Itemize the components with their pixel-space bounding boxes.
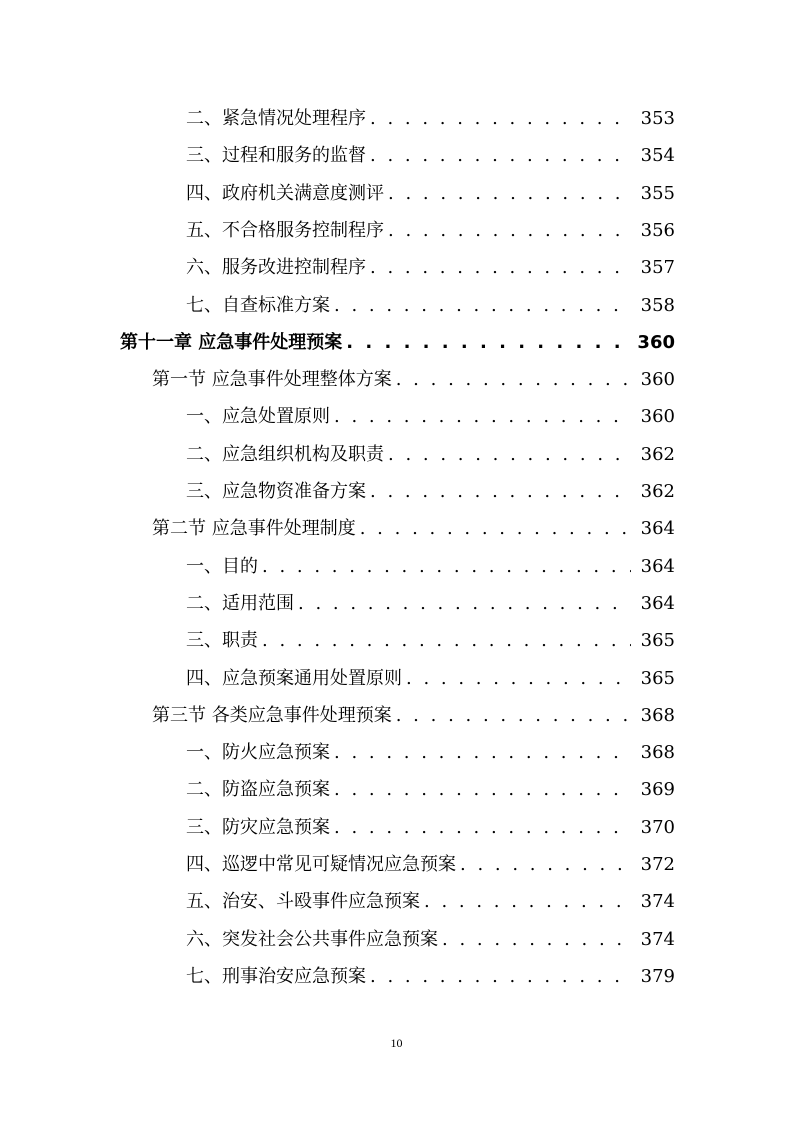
toc-entry[interactable] (186, 175, 675, 212)
toc-entry-title: 三、职责 (186, 630, 258, 652)
toc-entry[interactable] (186, 249, 675, 286)
toc-entry-page: 379 (640, 965, 675, 987)
toc-leader-dots (334, 809, 631, 846)
toc-entry-page: 354 (640, 145, 675, 167)
toc-entry-page: 364 (640, 592, 675, 614)
toc-entry-title: 三、应急物资准备方案 (186, 481, 366, 502)
toc-entry-page: 365 (640, 667, 675, 689)
toc-entry-title: 四、巡逻中常见可疑情况应急预案 (186, 854, 456, 875)
toc-entry[interactable] (186, 287, 675, 324)
toc-entry-page: 355 (640, 182, 675, 204)
toc-entry-page: 370 (640, 816, 675, 838)
toc-entry-page: 356 (640, 219, 675, 241)
toc-entry[interactable] (186, 660, 675, 697)
toc-entry-title: 七、自查标准方案 (186, 294, 330, 316)
toc-entry-page: 374 (640, 891, 675, 913)
toc-entry[interactable] (186, 398, 675, 435)
toc-leader-dots (370, 100, 631, 137)
toc-entry-page: 362 (640, 443, 675, 465)
toc-entry-title: 五、不合格服务控制程序 (186, 219, 384, 241)
toc-entry[interactable] (152, 361, 675, 398)
toc-leader-dots (334, 398, 631, 435)
toc-entry[interactable] (186, 585, 675, 622)
toc-entry-page: 374 (640, 928, 675, 950)
toc-entry[interactable] (186, 137, 675, 174)
toc-entry[interactable] (186, 921, 675, 958)
toc-leader-dots (346, 324, 627, 361)
toc-entry-page: 353 (640, 108, 675, 129)
toc-leader-dots (360, 510, 631, 547)
toc-leader-dots (298, 585, 631, 622)
toc-leader-dots (424, 883, 631, 920)
toc-entry[interactable] (120, 324, 675, 361)
toc-entry-page: 357 (640, 257, 675, 279)
toc-entry-page: 372 (640, 854, 675, 875)
toc-leader-dots (388, 436, 631, 473)
toc-entry-page: 369 (640, 779, 675, 801)
toc-entry[interactable] (186, 212, 675, 249)
toc-entry[interactable] (186, 846, 675, 883)
toc-entry-title: 第十一章 应急事件处理预案 (120, 331, 343, 353)
toc-entry-title: 第二节 应急事件处理制度 (152, 518, 356, 540)
toc-entry-page: 360 (640, 369, 675, 391)
toc-entry-title: 六、服务改进控制程序 (186, 257, 366, 279)
toc-entry[interactable] (186, 622, 675, 659)
toc-entry[interactable] (186, 473, 675, 510)
toc-entry[interactable] (152, 510, 675, 547)
toc-entry[interactable] (152, 697, 675, 734)
toc-entry-title: 一、防火应急预案 (186, 742, 330, 764)
toc-entry[interactable] (186, 883, 675, 920)
toc-entry-title: 第三节 各类应急事件处理预案 (152, 704, 392, 726)
toc-entry-title: 五、治安、斗殴事件应急预案 (186, 891, 420, 913)
toc-entry[interactable] (186, 100, 675, 137)
toc-leader-dots (442, 921, 631, 958)
toc-entry-page: 364 (640, 555, 675, 577)
toc-entry-title: 二、紧急情况处理程序 (186, 108, 366, 129)
toc-entry-title: 三、过程和服务的监督 (186, 145, 366, 167)
toc-leader-dots (460, 846, 631, 883)
toc-leader-dots (370, 249, 631, 286)
toc-leader-dots (262, 622, 631, 659)
toc-entry[interactable] (186, 771, 675, 808)
page-number: 10 (390, 1036, 403, 1050)
toc-leader-dots (262, 548, 631, 585)
toc-entry[interactable] (186, 548, 675, 585)
toc-entry-title: 一、应急处置原则 (186, 406, 330, 428)
toc-leader-dots (334, 734, 631, 771)
toc-leader-dots (396, 361, 631, 398)
toc-entry-title: 三、防灾应急预案 (186, 816, 330, 838)
toc-entry-page: 360 (640, 406, 675, 428)
toc-leader-dots (334, 771, 631, 808)
toc-leader-dots (370, 958, 631, 995)
toc-entry-page: 368 (640, 704, 675, 726)
toc-entry-title: 一、目的 (186, 555, 258, 577)
toc-leader-dots (396, 697, 631, 734)
toc-entry-page: 362 (640, 481, 675, 502)
toc-entry-page: 364 (640, 518, 675, 540)
toc-entry[interactable] (186, 436, 675, 473)
toc-leader-dots (370, 473, 631, 510)
toc-entry[interactable] (186, 734, 675, 771)
toc-entry-title: 二、防盗应急预案 (186, 779, 330, 801)
toc-entry-page: 365 (640, 630, 675, 652)
toc-entry-title: 七、刑事治安应急预案 (186, 965, 366, 987)
toc-entry-title: 二、应急组织机构及职责 (186, 443, 384, 465)
toc-entry[interactable] (186, 958, 675, 995)
toc-entry[interactable] (186, 809, 675, 846)
toc-entry-title: 第一节 应急事件处理整体方案 (152, 369, 392, 391)
toc-leader-dots (388, 212, 631, 249)
toc-entry-title: 六、突发社会公共事件应急预案 (186, 928, 438, 950)
toc-leader-dots (370, 137, 631, 174)
toc-leader-dots (388, 175, 631, 212)
toc-leader-dots (334, 287, 631, 324)
toc-leader-dots (406, 660, 631, 697)
toc-entry-page: 358 (640, 294, 675, 316)
toc-entry-page: 360 (637, 331, 675, 353)
toc-entry-page: 368 (640, 742, 675, 764)
toc-entry-title: 四、应急预案通用处置原则 (186, 667, 402, 689)
toc-entry-title: 四、政府机关满意度测评 (186, 182, 384, 204)
toc-entry-title: 二、适用范围 (186, 592, 294, 614)
